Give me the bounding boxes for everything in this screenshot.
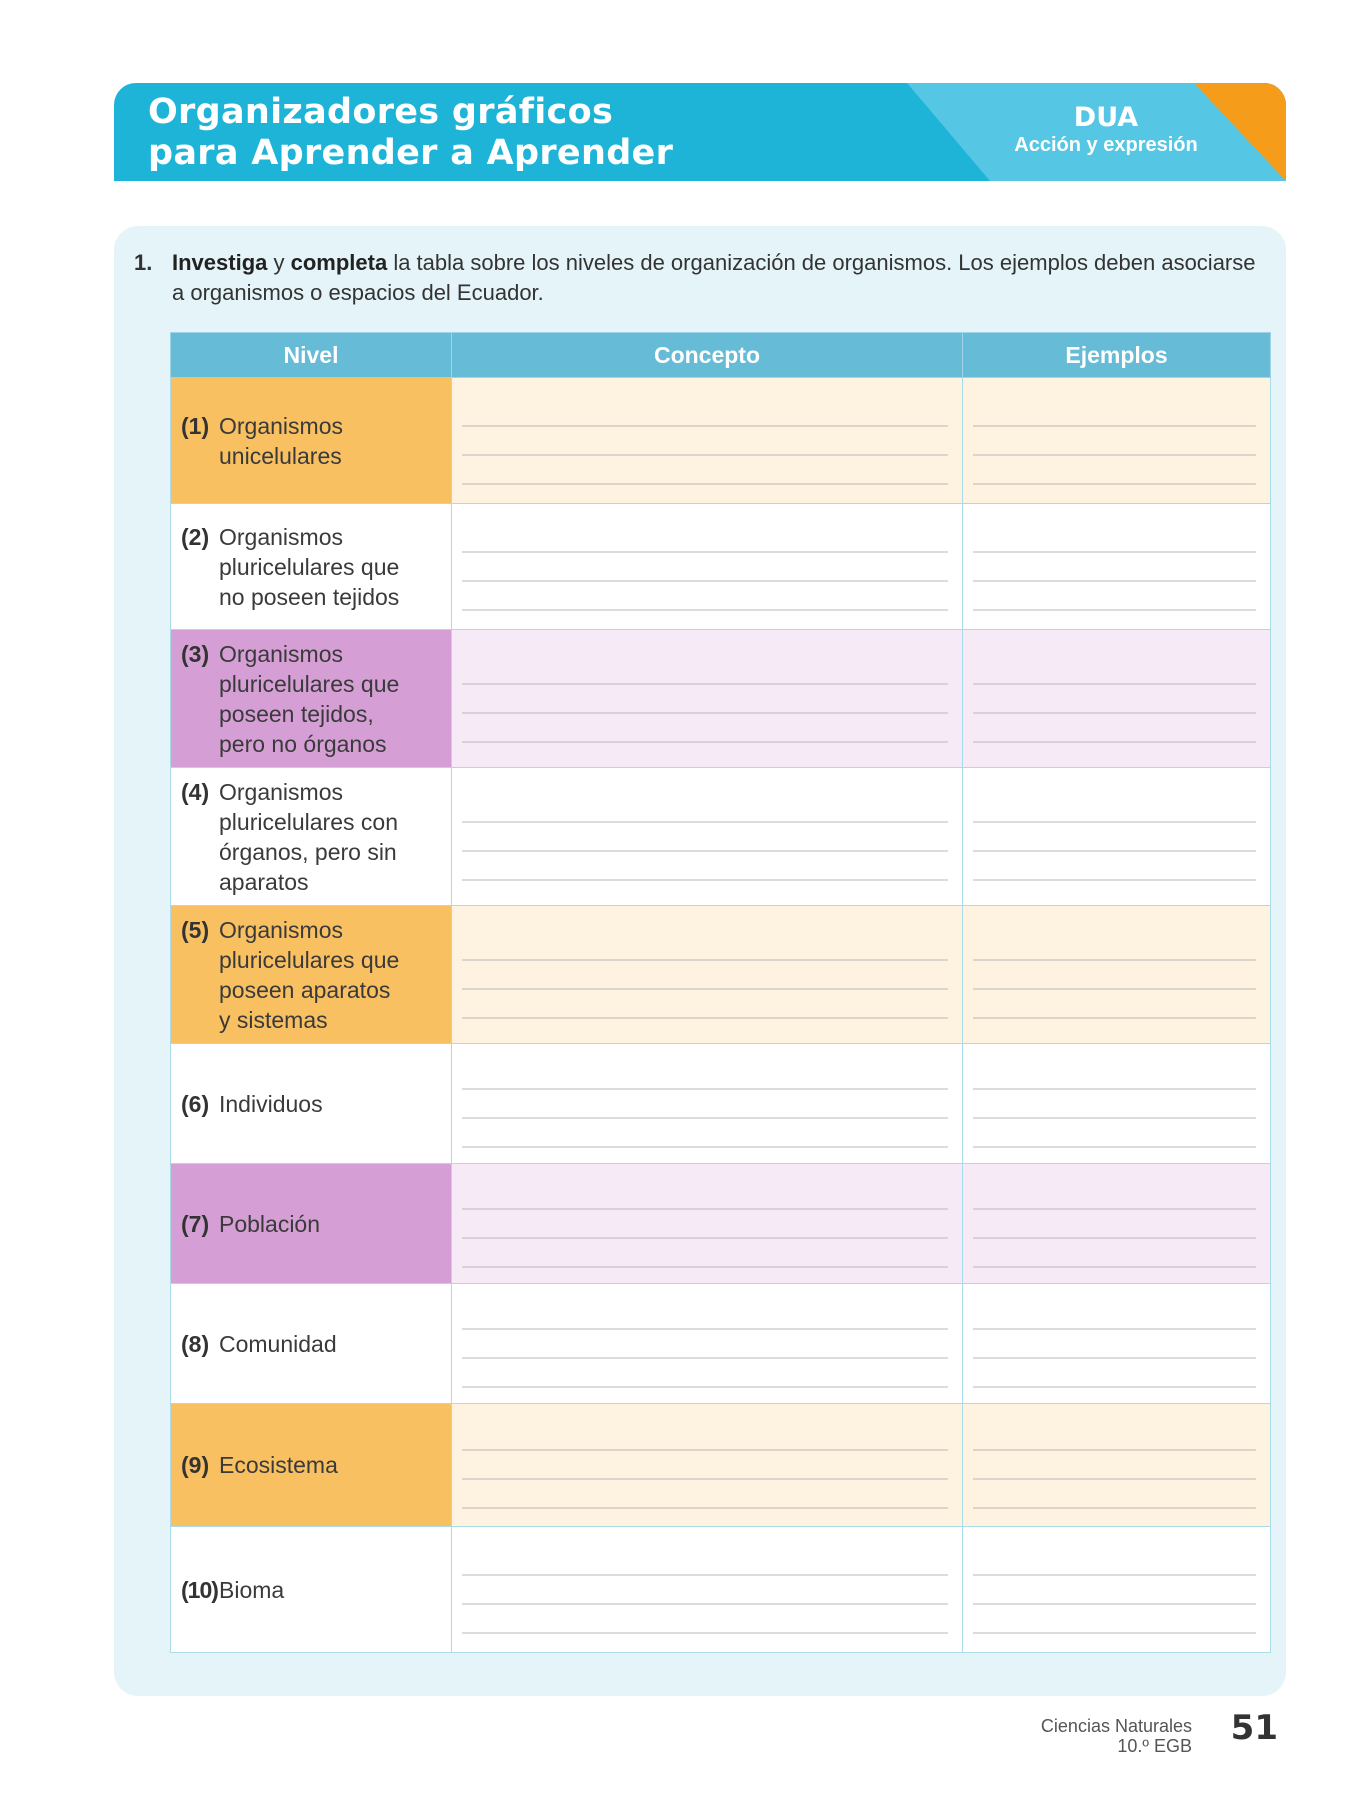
level-name	[219, 411, 443, 471]
answer-line[interactable]	[462, 1604, 948, 1633]
footer-grade: 10.º EGB	[1117, 1736, 1192, 1756]
answer-line[interactable]	[973, 455, 1256, 484]
answer-line[interactable]	[462, 1451, 948, 1480]
level-name-line: no poseen tejidos	[219, 583, 400, 610]
answer-line[interactable]	[973, 1118, 1256, 1147]
level-cell	[171, 1404, 452, 1527]
answer-line[interactable]	[462, 1238, 948, 1267]
banner-title-line1: Organizadores gráficos	[148, 92, 614, 132]
footer-subject	[1041, 1716, 1192, 1756]
level-name-line: pluricelulares con	[219, 808, 398, 835]
answer-line[interactable]	[462, 684, 948, 713]
answer-line[interactable]	[973, 822, 1256, 851]
level-number: (7)	[181, 1210, 210, 1237]
answer-line[interactable]	[973, 684, 1256, 713]
answer-line[interactable]	[973, 1329, 1256, 1358]
level-name-line: órganos, pero sin	[219, 838, 397, 865]
level-name	[219, 522, 443, 612]
answer-line[interactable]	[973, 1604, 1256, 1633]
level-cell	[171, 1527, 452, 1653]
table-row	[171, 906, 1271, 1044]
answer-line[interactable]	[973, 397, 1256, 426]
answer-line[interactable]	[462, 1546, 948, 1575]
concept-cell[interactable]	[452, 1404, 963, 1527]
level-number: (5)	[181, 916, 210, 943]
answer-line[interactable]	[462, 1329, 948, 1358]
table-row	[171, 1404, 1271, 1527]
answer-line[interactable]	[462, 1358, 948, 1387]
examples-cell[interactable]	[963, 504, 1271, 630]
concept-cell[interactable]	[452, 1164, 963, 1284]
answer-line[interactable]	[973, 960, 1256, 989]
examples-cell[interactable]	[963, 630, 1271, 768]
table-row	[171, 504, 1271, 630]
table-row	[171, 768, 1271, 906]
page-number: 51	[1230, 1708, 1278, 1748]
level-cell	[171, 630, 452, 768]
header-ejemplos: Ejemplos	[963, 333, 1271, 378]
answer-line[interactable]	[462, 523, 948, 552]
examples-cell[interactable]	[963, 1284, 1271, 1404]
exercise-instruction	[134, 248, 1266, 308]
level-number: (1)	[181, 412, 210, 439]
level-name-line: Individuos	[219, 1090, 323, 1117]
answer-line[interactable]	[973, 1422, 1256, 1451]
answer-line[interactable]	[462, 1209, 948, 1238]
level-cell	[171, 1164, 452, 1284]
level-name	[219, 915, 443, 1035]
answer-line[interactable]	[973, 1209, 1256, 1238]
exercise-number: 1.	[134, 250, 153, 275]
instruction-text	[172, 248, 1266, 308]
dua-badge	[986, 103, 1226, 157]
table-row	[171, 1284, 1271, 1404]
answer-line[interactable]	[973, 1300, 1256, 1329]
answer-line[interactable]	[462, 822, 948, 851]
concept-cell[interactable]	[452, 630, 963, 768]
section-banner	[114, 83, 1286, 181]
banner-title-line2: para Aprender a Aprender	[148, 133, 674, 173]
concept-cell[interactable]	[452, 1284, 963, 1404]
answer-line[interactable]	[462, 1118, 948, 1147]
answer-line[interactable]	[462, 455, 948, 484]
level-name-line: unicelulares	[219, 442, 342, 469]
level-cell	[171, 378, 452, 504]
table-row	[171, 1164, 1271, 1284]
answer-line[interactable]	[462, 1422, 948, 1451]
examples-cell[interactable]	[963, 1404, 1271, 1527]
examples-cell[interactable]	[963, 1527, 1271, 1653]
answer-line[interactable]	[462, 1089, 948, 1118]
examples-cell[interactable]	[963, 906, 1271, 1044]
answer-line[interactable]	[462, 960, 948, 989]
header-concepto: Concepto	[452, 333, 963, 378]
answer-line[interactable]	[462, 1575, 948, 1604]
answer-line[interactable]	[973, 1089, 1256, 1118]
answer-line[interactable]	[973, 581, 1256, 610]
level-name-line: Organismos	[219, 640, 343, 667]
answer-line[interactable]	[973, 426, 1256, 455]
level-name-line: Población	[219, 1210, 321, 1237]
answer-line[interactable]	[462, 1300, 948, 1329]
level-name	[219, 1089, 443, 1119]
level-name	[219, 1575, 443, 1605]
answer-line[interactable]	[973, 1238, 1256, 1267]
level-name-line: pluricelulares que	[219, 670, 400, 697]
answer-line[interactable]	[462, 989, 948, 1018]
answer-line[interactable]	[462, 552, 948, 581]
answer-line[interactable]	[973, 1480, 1256, 1509]
concept-cell[interactable]	[452, 504, 963, 630]
examples-cell[interactable]	[963, 378, 1271, 504]
concept-cell[interactable]	[452, 1527, 963, 1653]
level-name-line: aparatos	[219, 868, 309, 895]
level-name	[219, 639, 443, 759]
examples-cell[interactable]	[963, 1044, 1271, 1164]
instruction-connector: y	[267, 250, 291, 275]
level-name-line: pero no órganos	[219, 730, 387, 757]
answer-line[interactable]	[462, 397, 948, 426]
answer-line[interactable]	[973, 1451, 1256, 1480]
level-number: (4)	[181, 778, 210, 805]
level-name-line: Organismos	[219, 916, 343, 943]
level-name-line: Bioma	[219, 1576, 285, 1603]
answer-line[interactable]	[973, 713, 1256, 742]
concept-cell[interactable]	[452, 906, 963, 1044]
level-number: (9)	[181, 1452, 210, 1478]
level-name-line: Organismos	[219, 523, 343, 550]
level-number: (3)	[181, 640, 210, 667]
level-name	[219, 1209, 443, 1239]
answer-line[interactable]	[973, 1060, 1256, 1089]
level-name	[219, 1329, 443, 1359]
level-number: (2)	[181, 523, 210, 550]
level-cell	[171, 906, 452, 1044]
table-row	[171, 630, 1271, 768]
level-number: (10)	[181, 1576, 218, 1603]
answer-line[interactable]	[462, 426, 948, 455]
footer-subject-name: Ciencias Naturales	[1040, 1716, 1192, 1736]
concept-cell[interactable]	[452, 1044, 963, 1164]
level-number: (6)	[181, 1090, 210, 1117]
level-name-line: poseen aparatos	[219, 976, 391, 1003]
answer-line[interactable]	[973, 655, 1256, 684]
level-name-line: Ecosistema	[219, 1452, 338, 1478]
answer-line[interactable]	[973, 1180, 1256, 1209]
level-name-line: Organismos	[219, 778, 343, 805]
examples-cell[interactable]	[963, 768, 1271, 906]
level-name-line: y sistemas	[219, 1006, 328, 1033]
answer-line[interactable]	[462, 851, 948, 880]
answer-line[interactable]	[462, 1480, 948, 1509]
answer-line[interactable]	[973, 552, 1256, 581]
level-cell	[171, 1044, 452, 1164]
dua-subtitle: Acción y expresión	[1014, 134, 1198, 156]
examples-cell[interactable]	[963, 1164, 1271, 1284]
answer-line[interactable]	[973, 1575, 1256, 1604]
answer-line[interactable]	[973, 1358, 1256, 1387]
level-name-line: Organismos	[219, 412, 343, 439]
level-name-line: pluricelulares que	[219, 946, 400, 973]
answer-line[interactable]	[462, 581, 948, 610]
instruction-bold-investiga: Investiga	[172, 250, 268, 275]
level-name	[219, 1450, 443, 1480]
answer-line[interactable]	[462, 713, 948, 742]
answer-line[interactable]	[462, 655, 948, 684]
instruction-rest: la tabla sobre los niveles de organización de organismos. Los ejemplos deben asociarse a organismos o espacios del Ecuador.	[172, 250, 1256, 305]
concept-cell[interactable]	[452, 768, 963, 906]
table-header-row	[171, 333, 1271, 378]
table-row	[171, 378, 1271, 504]
level-name-line: poseen tejidos,	[219, 700, 374, 727]
table-row	[171, 1527, 1271, 1653]
table-row	[171, 1044, 1271, 1164]
levels-table	[170, 332, 1271, 1653]
answer-line[interactable]	[462, 1060, 948, 1089]
concept-cell[interactable]	[452, 378, 963, 504]
level-cell	[171, 504, 452, 630]
answer-line[interactable]	[973, 1546, 1256, 1575]
level-cell	[171, 768, 452, 906]
answer-line[interactable]	[973, 931, 1256, 960]
level-name-line: pluricelulares que	[219, 553, 400, 580]
answer-line[interactable]	[973, 989, 1256, 1018]
answer-line[interactable]	[462, 1180, 948, 1209]
header-nivel: Nivel	[171, 333, 452, 378]
answer-line[interactable]	[973, 523, 1256, 552]
answer-line[interactable]	[973, 851, 1256, 880]
level-cell	[171, 1284, 452, 1404]
answer-line[interactable]	[462, 793, 948, 822]
dua-label: DUA	[1073, 102, 1139, 133]
instruction-bold-completa: completa	[290, 250, 388, 275]
level-number: (8)	[181, 1330, 210, 1357]
answer-line[interactable]	[973, 793, 1256, 822]
level-name-line: Comunidad	[219, 1330, 337, 1357]
exercise-panel	[114, 226, 1286, 1696]
answer-line[interactable]	[462, 931, 948, 960]
level-name	[219, 777, 443, 897]
